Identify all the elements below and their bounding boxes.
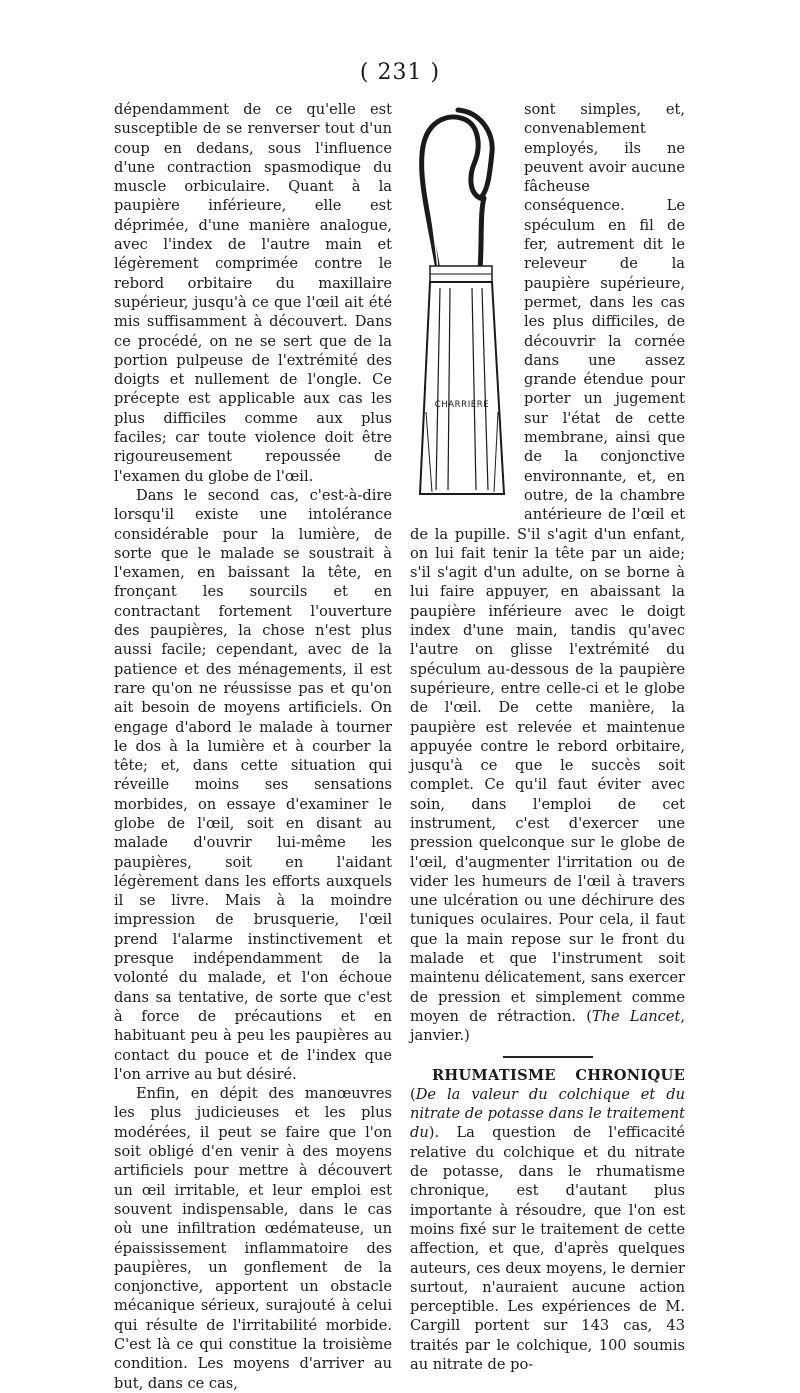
citation-rest: , janvier.) bbox=[410, 1007, 685, 1045]
figure-maker-label: CHARRIERE bbox=[434, 400, 490, 410]
left-paragraph-1: dépendamment de ce qu'elle est susceptible de se renverser tout d'un coup en dedans, sous l'influence d'une contraction spasmodique du muscle orbiculaire. Quant à la paupière inférieure, elle est déprimée, d'une manière analogue, avec l'index de l'autre main et légèrement comprimée contre le rebord orbitaire du maxillaire supérieur, jusqu'à ce que l'œil ait été mis suffisamment à découvert. Dans ce procédé, on ne se sert que de la portion pulpeuse de l'extrémité des doigts et nullement de l'ongle. Ce précepte est applicable aux cas les plus difficiles comme aux plus faciles; car toute violence doit être rigoureusement repoussée de l'examen du globe de l'œil. bbox=[114, 101, 392, 485]
left-paragraph-2: Dans le second cas, c'est-à-dire lorsqu'il existe une intolérance considérable pour la lumière, de sorte que le malade se soustrait à l'examen, en baissant la tête, en fronçant les sourcils et en contractant fortement l'ouverture des paupières, la chose n'est plus aussi facile; cependant, avec de la patience et des ménagements, il est rare qu'on ne réussisse pas et qu'on ait besoin de moyens artificiels. On engage d'abord le malade à tourner le dos à la lumière et à courber la tête; et, dans cette situation qui réveille moins ses sensations morbides, on essaye d'examiner le globe de l'œil, soit en disant au malade d'ouvrir lui-même les paupières, soit en l'aidant légèrement dans les efforts auxquels il se livre. Mais à la moindre impression de brusquerie, l'œil prend l'alarme instinctivement et presque indépendamment de la volonté du malade, et l'on échoue dans sa tentative, de sorte que c'est à force de précautions et en habituant peu à peu les paupières au contact du pouce et de l'index que l'on arrive au but désiré. bbox=[114, 486, 392, 1083]
section-heading: RHUMATISME CHRONIQUE bbox=[432, 1066, 685, 1084]
heading-open-paren: ( bbox=[410, 1085, 416, 1103]
right-paragraph-2: La question de l'efficacité relative du colchique et du nitrate de potasse, dans le rhumatisme chronique, est d'autant plus importante à résoudre, que l'on est moins fixé sur le traitement de cette affection, et que, d'après quelques auteurs, ces deux moyens, le dernier surtout, n'auraient aucune action perceptible. Les expériences de M. Cargill portent sur 143 cas, 43 traités par le colchique, 100 soumis au nitrate de po- bbox=[410, 1124, 685, 1373]
eyelid-speculum-illustration bbox=[408, 102, 520, 506]
left-column bbox=[114, 100, 392, 1393]
heading-close-paren: ). bbox=[428, 1124, 440, 1142]
page-number: ( 231 ) bbox=[359, 60, 441, 85]
citation-journal: The Lancet bbox=[591, 1007, 681, 1025]
rheumatism-section bbox=[410, 1066, 685, 1375]
speculum-figure bbox=[408, 102, 520, 506]
right-column bbox=[410, 100, 685, 1374]
right-paragraph-1-text: sont simples, et, convenablement employés, ils ne peuvent avoir aucune fâcheuse conséquence. Le spéculum en fil de fer, autrement dit le releveur de la paupière supérieure, permet, dans les cas les plus difficiles, de découvrir la cornée dans une assez grande étendue pour porter un jugement sur l'état de cette membrane, ainsi que de la conjonctive environnante, et, en outre, de la chambre antérieure de l'œil et de la pupille. S'il s'agit d'un enfant, on lui fait tenir la tête par un aide; s'il s'agit d'un adulte, on se borne à lui faire appuyer, en abaissant la paupière inférieure avec le doigt index d'une main, tandis qu'avec l'autre on glisse l'extrémité du spéculum au-dessous de la paupière supérieure, entre celle-ci et le globe de l'œil. De cette manière, la paupière est relevée et maintenue appuyée contre le rebord orbitaire, jusqu'à ce que le succès soit complet. Ce qu'il faut éviter avec soin, dans l'emploi de cet instrument, c'est d'exercer une pression quelconque sur le globe de l'œil, d'augmenter l'irritation ou de vider les humeurs de l'œil à travers une ulcération ou une déchirure des tuniques oculaires. Pour cela, il faut que la main repose sur le front du malade et que l'instrument soit maintenu délicatement, sans exercer de pression et simplement comme moyen de rétraction. ( bbox=[410, 101, 685, 1025]
right-paragraph-1 bbox=[410, 100, 685, 1046]
section-subtitle: De la valeur du colchique et du nitrate de potasse dans le traitement du bbox=[410, 1085, 685, 1142]
left-paragraph-3: Enfin, en dépit des manœuvres les plus judicieuses et les plus modérées, il peut se faire que l'on soit obligé d'en venir à des moyens artificiels pour mettre à découvert un œil irritable, et leur emploi est souvent indispensable, dans le cas où une infiltration œdémateuse, un épaississement inflammatoire des paupières, un gonflement de la conjonctive, apportent un obstacle mécanique sérieux, surajouté à celui qui résulte de l'irritabilité morbide. C'est là ce qui constitue la troisième condition. Les moyens d'arriver au but, dans ce cas, bbox=[114, 1085, 392, 1392]
section-divider bbox=[503, 1056, 593, 1058]
